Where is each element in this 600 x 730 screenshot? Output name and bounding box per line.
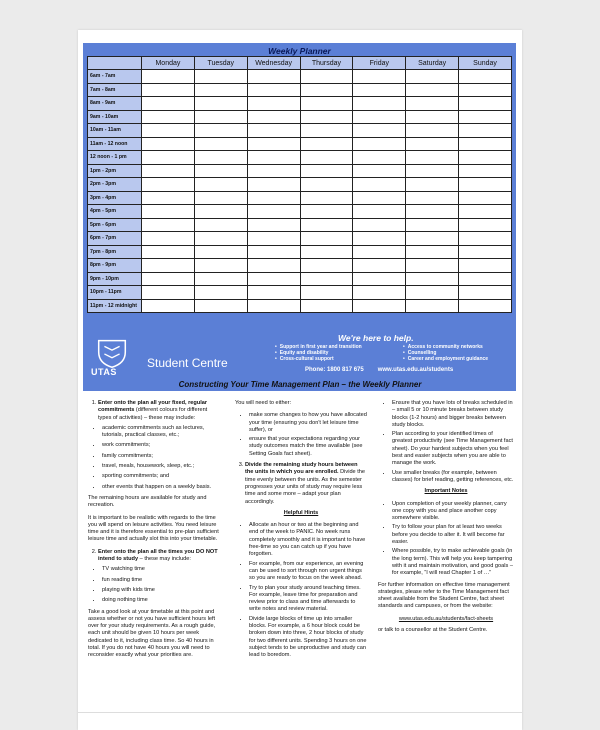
- list-item: • TV watching time: [102, 566, 220, 573]
- step-3-rest: Divide the time evenly between the units. As the semester progresses your units of study may require less time and some more – adapt your plan accordingly.: [245, 469, 365, 505]
- planner-cell[interactable]: [194, 70, 247, 84]
- planner-row: [88, 151, 512, 165]
- planner-cell[interactable]: [142, 299, 195, 313]
- planner-cell[interactable]: [459, 299, 512, 313]
- important-notes-heading: Important Notes: [424, 488, 468, 495]
- day-header-wednesday: Wednesday: [247, 57, 300, 70]
- services-left-list: [275, 344, 362, 362]
- time-slot-label: 8am - 9am: [88, 97, 142, 111]
- list-item: • Equity and disability: [275, 350, 362, 356]
- planner-cell[interactable]: [459, 97, 512, 111]
- planner-cell[interactable]: [300, 97, 353, 111]
- planner-cell[interactable]: [194, 110, 247, 124]
- planner-cell[interactable]: [194, 259, 247, 273]
- helpful-hints-heading: Helpful Hints: [283, 509, 319, 516]
- planner-cell[interactable]: [406, 97, 459, 111]
- column-2: [235, 400, 367, 664]
- planner-cell[interactable]: [247, 137, 300, 151]
- planner-cell[interactable]: [406, 83, 459, 97]
- planner-row: [88, 83, 512, 97]
- planner-cell[interactable]: [142, 191, 195, 205]
- list-item: • ensure that your expectations regarding your study outcomes match the time available (see Setting Goals fact sheet).: [249, 436, 367, 458]
- planner-cell[interactable]: [300, 178, 353, 192]
- planner-row: [88, 286, 512, 300]
- planner-cell[interactable]: [194, 299, 247, 313]
- time-slot-label: 6pm - 7pm: [88, 232, 142, 246]
- time-slot-label: 12 noon - 1 pm: [88, 151, 142, 165]
- planner-cell[interactable]: [353, 232, 406, 246]
- document-page: [78, 30, 522, 730]
- planner-cell[interactable]: [459, 232, 512, 246]
- planner-cell[interactable]: [142, 70, 195, 84]
- planner-cell[interactable]: [300, 205, 353, 219]
- planner-cell[interactable]: [300, 286, 353, 300]
- day-header-friday: Friday: [353, 57, 406, 70]
- fact-sheets-link[interactable]: www.utas.edu.au/students/fact-sheets: [398, 615, 494, 622]
- planner-cell[interactable]: [247, 97, 300, 111]
- list-item: • Career and employment guidance: [403, 356, 488, 362]
- list-item: • other events that happen on a weekly basis.: [102, 484, 220, 491]
- planner-cell[interactable]: [247, 151, 300, 165]
- time-slot-label: 10am - 11am: [88, 124, 142, 138]
- planner-cell[interactable]: [353, 83, 406, 97]
- planner-cell[interactable]: [459, 178, 512, 192]
- planner-cell[interactable]: [247, 232, 300, 246]
- planner-cell[interactable]: [194, 124, 247, 138]
- time-slot-label: 1pm - 2pm: [88, 164, 142, 178]
- planner-row: [88, 272, 512, 286]
- col2-options-list: [249, 412, 367, 458]
- list-item: • playing with kids time: [102, 587, 220, 594]
- planner-cell[interactable]: [353, 218, 406, 232]
- utas-wordmark: UTAS: [91, 367, 117, 377]
- planner-cell[interactable]: [353, 137, 406, 151]
- planner-cell[interactable]: [300, 151, 353, 165]
- planner-row: [88, 259, 512, 273]
- planner-cell[interactable]: [353, 164, 406, 178]
- col1-para-2: It is important to be realistic with regards to the time you will spend on leisure activities. You need leisure time and it is therefore essential to pre-plan sufficient leisure time and actually slot this into your timetable.: [88, 514, 219, 543]
- list-item: • Counselling: [403, 350, 488, 356]
- planner-cell[interactable]: [194, 83, 247, 97]
- planner-grid: [87, 56, 512, 313]
- planner-cell[interactable]: [300, 124, 353, 138]
- planner-row: [88, 232, 512, 246]
- planner-cell[interactable]: [247, 70, 300, 84]
- day-header-monday: Monday: [142, 57, 195, 70]
- list-item: • Try to plan your study around teaching times. For example, leave time for preparation and review prior to class and time afterwards to write notes and review material.: [249, 585, 367, 614]
- planner-cell[interactable]: [194, 137, 247, 151]
- planner-cell[interactable]: [406, 164, 459, 178]
- planner-cell[interactable]: [353, 205, 406, 219]
- planner-row: [88, 137, 512, 151]
- col1-para-3: Take a good look at your timetable at this point and assess whether or not you have sufficient hours left over for your study requirements. As a rough guide, each unit should be given 10 hours per week dedicated to it, including class time. So 40 hours in total. If you do not have 40 hours you will need to reconsider exactly what your priorities are.: [88, 608, 216, 659]
- website-url[interactable]: www.utas.edu.au/students: [377, 367, 454, 373]
- planner-cell[interactable]: [300, 272, 353, 286]
- list-item: • For example, from our experience, an evening can be used to sort through non urgent things so you are ready to focus on the week ahead.: [249, 561, 367, 583]
- list-item: • sporting commitments; and: [102, 473, 220, 480]
- list-item: • Allocate an hour or two at the beginning and end of the week to PANIC. No week runs completely smoothly and it is important to have free-time so you can catch up if you have forgotten.: [249, 522, 367, 558]
- col3-para-1: For further information on effective time management strategies, please refer to the Time Management fact sheet available from the Student Centre, fact sheet standards and campuses, or from the website:: [378, 581, 510, 610]
- step-1-list: [102, 425, 220, 491]
- planner-cell[interactable]: [194, 245, 247, 259]
- step-3: [245, 462, 367, 506]
- planner-cell[interactable]: [142, 97, 195, 111]
- day-header-sunday: Sunday: [459, 57, 512, 70]
- planner-cell[interactable]: [300, 259, 353, 273]
- planner-cell[interactable]: [247, 191, 300, 205]
- step-3-bold: Divide the remaining study hours between the units in which you are enrolled.: [245, 462, 358, 476]
- student-centre-label: Student Centre: [147, 356, 228, 370]
- step-2: [98, 549, 220, 564]
- time-slot-label: 9pm - 10pm: [88, 272, 142, 286]
- planner-title: Weekly Planner: [268, 46, 331, 56]
- planner-cell[interactable]: [459, 83, 512, 97]
- planner-cell[interactable]: [459, 286, 512, 300]
- planner-cell[interactable]: [406, 218, 459, 232]
- planner-cell[interactable]: [459, 245, 512, 259]
- step-2-list: [102, 566, 220, 604]
- planner-cell[interactable]: [247, 286, 300, 300]
- step-1-rest: (different colours for different types of activities) – these may include:: [98, 407, 208, 421]
- planner-cell[interactable]: [247, 299, 300, 313]
- planner-cell[interactable]: [353, 191, 406, 205]
- planner-cell[interactable]: [459, 151, 512, 165]
- planner-cell[interactable]: [406, 259, 459, 273]
- planner-row: [88, 124, 512, 138]
- time-slot-label: 11pm - 12 midnight: [88, 299, 142, 313]
- planner-cell[interactable]: [459, 205, 512, 219]
- planner-cell[interactable]: [300, 70, 353, 84]
- planner-cell[interactable]: [142, 286, 195, 300]
- planner-cell[interactable]: [194, 272, 247, 286]
- planner-cell[interactable]: [194, 191, 247, 205]
- planner-cell[interactable]: [194, 232, 247, 246]
- planner-cell[interactable]: [406, 178, 459, 192]
- here-to-help-heading: We're here to help.: [338, 333, 414, 343]
- list-item: • Cross-cultural support: [275, 356, 362, 362]
- list-item: • Ensure that you have lots of breaks scheduled in – small 5 or 10 minute breaks between study blocks (1-2 hours) and bigger breaks between study blocks.: [392, 400, 514, 429]
- list-item: • Try to follow your plan for at least two weeks before you decide to alter it. It will become far easier.: [392, 524, 514, 546]
- time-slot-label: 7am - 8am: [88, 83, 142, 97]
- planner-row: [88, 205, 512, 219]
- col2-para-1: You will need to either:: [235, 400, 292, 406]
- planner-cell[interactable]: [353, 70, 406, 84]
- day-header-thursday: Thursday: [300, 57, 353, 70]
- list-item: • Where possible, try to make achievable goals (in the long term). This will help you keep tampering with it and maintain motivation, and good goals – for example, “I will read Chapter 1 of …”: [392, 548, 514, 577]
- weekly-planner: [83, 43, 516, 391]
- time-slot-label: 9am - 10am: [88, 110, 142, 124]
- planner-cell[interactable]: [194, 178, 247, 192]
- col1-para-1: The remaining hours are available for study and recreation.: [88, 494, 207, 509]
- planner-cell[interactable]: [459, 70, 512, 84]
- planner-cell[interactable]: [459, 272, 512, 286]
- helpful-hints-list: [249, 522, 367, 659]
- list-item: • Plan according to your identified times of greatest productivity (see Time Management fact sheet). Do your hardest subjects when you feel best and easier subjects when you are able to manage the work.: [392, 431, 514, 467]
- planner-cell[interactable]: [194, 205, 247, 219]
- list-item: • travel, meals, housework, sleep, etc.;: [102, 463, 220, 470]
- planner-cell[interactable]: [300, 232, 353, 246]
- planner-cell[interactable]: [142, 205, 195, 219]
- document-title: Constructing Your Time Management Plan – the Weekly Planner: [178, 380, 422, 389]
- corner-cell: [88, 57, 142, 70]
- list-item: • Use smaller breaks (for example, between classes) for brief reading, getting references, etc.: [392, 470, 514, 485]
- planner-cell[interactable]: [406, 151, 459, 165]
- planner-cell[interactable]: [459, 124, 512, 138]
- planner-cell[interactable]: [353, 299, 406, 313]
- planner-cell[interactable]: [142, 110, 195, 124]
- planner-cell[interactable]: [142, 259, 195, 273]
- planner-cell[interactable]: [142, 218, 195, 232]
- planner-cell[interactable]: [353, 97, 406, 111]
- planner-cell[interactable]: [247, 245, 300, 259]
- planner-cell[interactable]: [406, 124, 459, 138]
- time-slot-label: 8pm - 9pm: [88, 259, 142, 273]
- list-item: • fun reading time: [102, 577, 220, 584]
- planner-cell[interactable]: [353, 124, 406, 138]
- planner-cell[interactable]: [247, 272, 300, 286]
- planner-cell[interactable]: [406, 299, 459, 313]
- time-slot-label: 6am - 7am: [88, 70, 142, 84]
- planner-cell[interactable]: [142, 151, 195, 165]
- list-item: • Access to community networks: [403, 344, 488, 350]
- planner-cell[interactable]: [247, 205, 300, 219]
- list-item: • make some changes to how you have allocated your time (ensuring you don't let leisure time suffer), or: [249, 412, 367, 434]
- list-item: • doing nothing time: [102, 597, 220, 604]
- planner-cell[interactable]: [353, 110, 406, 124]
- planner-cell[interactable]: [142, 137, 195, 151]
- planner-cell[interactable]: [406, 245, 459, 259]
- planner-cell[interactable]: [247, 259, 300, 273]
- planner-cell[interactable]: [194, 151, 247, 165]
- time-slot-label: 11am - 12 noon: [88, 137, 142, 151]
- column-3: [378, 400, 514, 639]
- planner-cell[interactable]: [353, 272, 406, 286]
- planner-cell[interactable]: [353, 286, 406, 300]
- planner-row: [88, 245, 512, 259]
- planner-cell[interactable]: [353, 245, 406, 259]
- planner-cell[interactable]: [300, 245, 353, 259]
- time-slot-label: 5pm - 6pm: [88, 218, 142, 232]
- phone-number: Phone: 1800 817 675: [305, 367, 364, 373]
- planner-cell[interactable]: [194, 218, 247, 232]
- planner-cell[interactable]: [300, 218, 353, 232]
- planner-cell[interactable]: [142, 232, 195, 246]
- planner-cell[interactable]: [353, 151, 406, 165]
- step-1: [98, 400, 220, 422]
- list-item: • Support in first year and transition: [275, 344, 362, 350]
- important-notes-list: [392, 501, 514, 578]
- planner-cell[interactable]: [300, 164, 353, 178]
- list-item: • academic commitments such as lectures, tutorials, practical classes, etc.;: [102, 425, 220, 440]
- step-1-bold: Enter onto the plan all your fixed, regular commitments: [98, 400, 208, 414]
- planner-cell[interactable]: [406, 286, 459, 300]
- time-slot-label: 10pm - 11pm: [88, 286, 142, 300]
- planner-row: [88, 97, 512, 111]
- planner-cell[interactable]: [247, 83, 300, 97]
- planner-cell[interactable]: [406, 70, 459, 84]
- planner-row: [88, 110, 512, 124]
- planner-cell[interactable]: [406, 191, 459, 205]
- planner-row: [88, 218, 512, 232]
- planner-cell[interactable]: [300, 83, 353, 97]
- planner-cell[interactable]: [459, 110, 512, 124]
- planner-cell[interactable]: [247, 218, 300, 232]
- planner-cell[interactable]: [300, 137, 353, 151]
- day-header-tuesday: Tuesday: [194, 57, 247, 70]
- planner-cell[interactable]: [194, 164, 247, 178]
- planner-cell[interactable]: [353, 259, 406, 273]
- planner-cell[interactable]: [406, 232, 459, 246]
- planner-cell[interactable]: [459, 164, 512, 178]
- time-slot-label: 3pm - 4pm: [88, 191, 142, 205]
- planner-cell[interactable]: [194, 286, 247, 300]
- planner-cell[interactable]: [142, 272, 195, 286]
- time-slot-label: 7pm - 8pm: [88, 245, 142, 259]
- list-item: • Divide large blocks of time up into smaller blocks. For example, a 6 hour block could be broken down into three, 2 hour blocks of study for two different units. Spending 3 hours on one subject tends to be unproductive and study can lead to boredom.: [249, 616, 367, 660]
- list-item: • Upon completion of your weekly planner, carry one copy with you and place another copy somewhere visible.: [392, 501, 514, 523]
- planner-cell[interactable]: [406, 272, 459, 286]
- list-item: • work commitments;: [102, 442, 220, 449]
- planner-cell[interactable]: [247, 110, 300, 124]
- planner-cell[interactable]: [247, 178, 300, 192]
- services-right-list: [403, 344, 488, 362]
- day-header-saturday: Saturday: [406, 57, 459, 70]
- planner-cell[interactable]: [459, 259, 512, 273]
- planner-cell[interactable]: [194, 97, 247, 111]
- planner-cell[interactable]: [406, 205, 459, 219]
- planner-cell[interactable]: [247, 124, 300, 138]
- planner-cell[interactable]: [142, 124, 195, 138]
- time-slot-label: 2pm - 3pm: [88, 178, 142, 192]
- planner-cell[interactable]: [300, 191, 353, 205]
- step-2-bold: Enter onto the plan all the times you DO NOT intend to study: [98, 548, 218, 563]
- page-divider: [78, 712, 522, 713]
- planner-row: [88, 299, 512, 313]
- planner-cell[interactable]: [300, 299, 353, 313]
- planner-cell[interactable]: [142, 83, 195, 97]
- list-item: • family commitments;: [102, 453, 220, 460]
- planner-cell[interactable]: [406, 137, 459, 151]
- step-2-rest: – these may include:: [138, 556, 191, 563]
- contact-line: [305, 367, 453, 373]
- planner-cell[interactable]: [142, 245, 195, 259]
- planner-cell[interactable]: [459, 218, 512, 232]
- planner-cell[interactable]: [142, 178, 195, 192]
- planner-cell[interactable]: [459, 137, 512, 151]
- planner-cell[interactable]: [300, 110, 353, 124]
- planner-cell[interactable]: [459, 191, 512, 205]
- planner-cell[interactable]: [406, 110, 459, 124]
- planner-row: [88, 178, 512, 192]
- utas-crest-icon: [93, 335, 131, 371]
- planner-row: [88, 70, 512, 84]
- column-1: [88, 400, 220, 665]
- col3-para-2: or talk to a counsellor at the Student Centre.: [378, 627, 488, 634]
- col3-tips-list: [392, 400, 514, 484]
- planner-cell[interactable]: [353, 178, 406, 192]
- planner-row: [88, 164, 512, 178]
- planner-cell[interactable]: [247, 164, 300, 178]
- time-slot-label: 4pm - 5pm: [88, 205, 142, 219]
- planner-cell[interactable]: [142, 164, 195, 178]
- planner-row: [88, 191, 512, 205]
